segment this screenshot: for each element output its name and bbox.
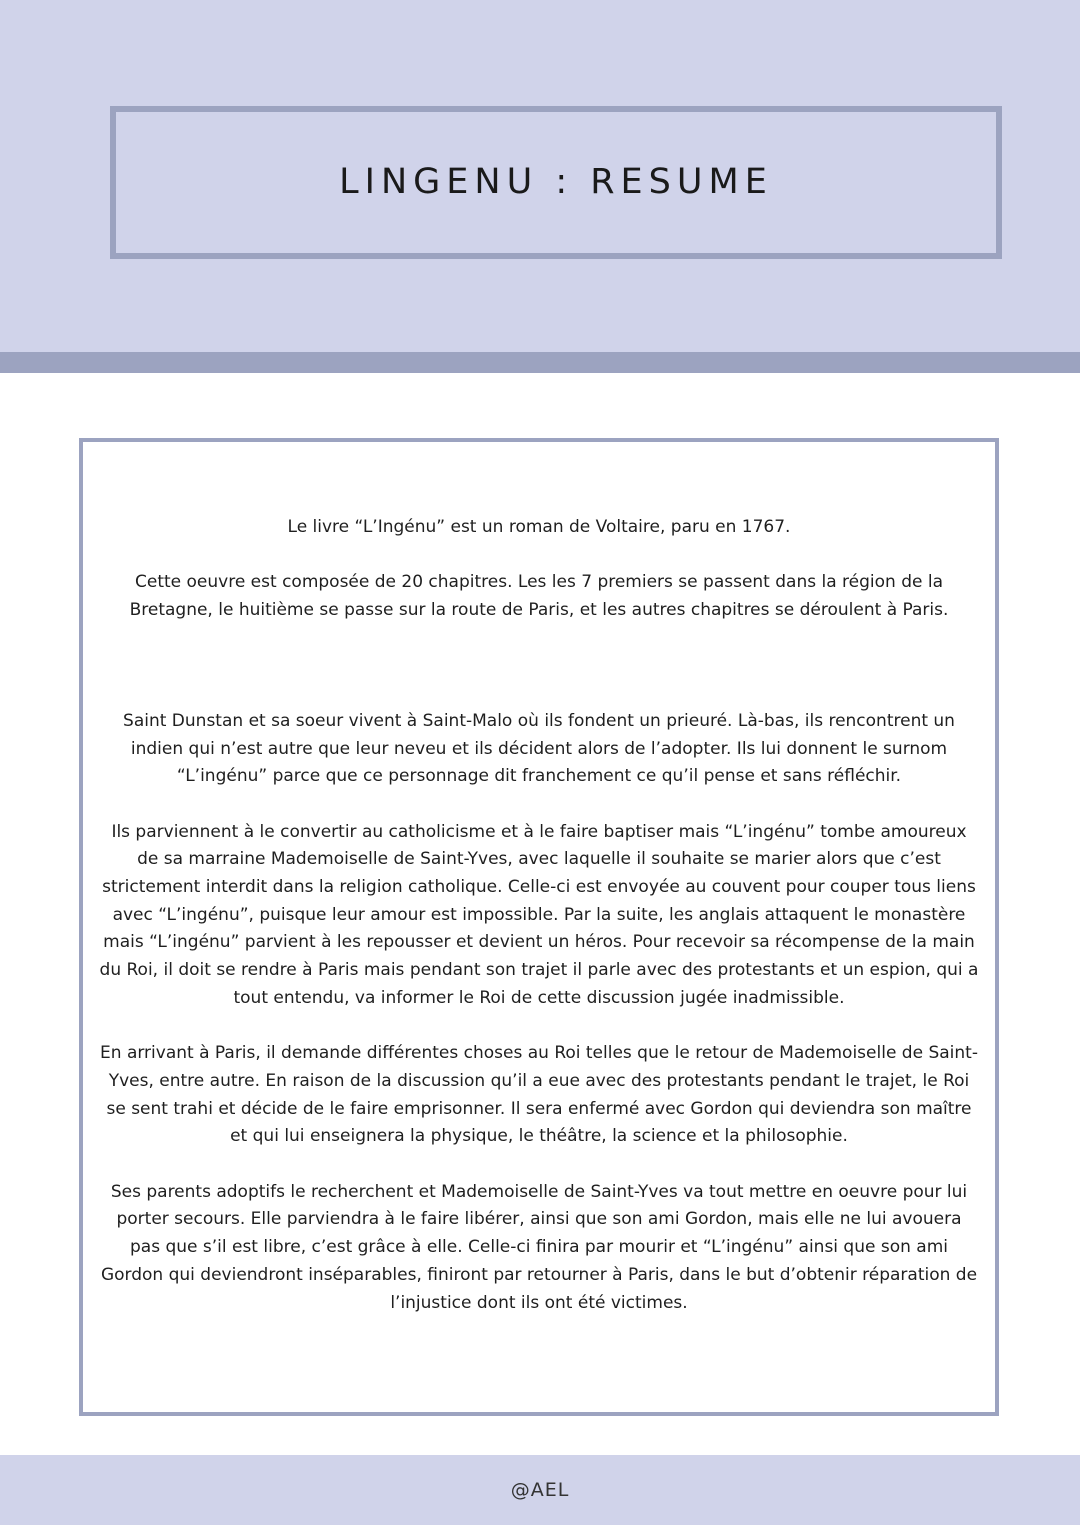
paragraph-plot-4: Ses parents adoptifs le recherchent et Mademoiselle de Saint-Yves va tout mettre en oeuvre pour lui porter secours. Elle parviendra à le faire libérer, ainsi que son ami Gordon, mais elle ne lui avouera pas que s’il est libre, c’est grâce à elle. Celle-ci finira par mourir et “L’ingénu” ainsi que son ami Gordon qui deviendront inséparables, finiront par retourner à Paris, dans le but d’obtenir réparation de l’injustice dont ils ont été victimes.	[100, 1181, 978, 1313]
paragraph-plot-3: En arrivant à Paris, il demande différentes choses au Roi telles que le retour de Mademoiselle de Saint-Yves, entre autre. En raison de la discussion qu’il a eue avec des protestants pendant le trajet, le Roi se sent trahi et décide de le faire emprisonner. Il sera enfermé avec Gordon qui deviendra son maître et qui lui enseignera la physique, le théâtre, la science et la philosophie.	[100, 1043, 978, 1147]
paragraph-plot-1: Saint Dunstan et sa soeur vivent à Saint-Malo où ils fondent un prieuré. Là-bas, ils rencontrent un indien qui n’est autre que leur neveu et ils décident alors de l’adopter. Ils lui donnent le surnom “L’ingénu” parce que ce personnage dit franchement ce qu’il pense et sans réfléchir.	[123, 710, 955, 787]
page-title: LINGENU : RESUME	[339, 161, 773, 202]
paragraph-intro: Le livre “L’Ingénu” est un roman de Voltaire, paru en 1767.	[287, 517, 791, 537]
paragraph-plot-2: Ils parviennent à le convertir au catholicisme et à le faire baptiser mais “L’ingénu” tombe amoureux de sa marraine Mademoiselle de Saint-Yves, avec laquelle il souhaite se marier alors que c’est strictement interdit dans la religion catholique. Celle-ci est envoyée au couvent pour couper tous liens avec “L’ingénu”, puisque leur amour est impossible. Par la suite, les anglais attaquent le monastère mais “L’ingénu” parvient à les repousser et devient un héros. Pour recevoir sa récompense de la main du Roi, il doit se rendre à Paris mais pendant son trajet il parle avec des protestants et un espion, qui a tout entendu, va informer le Roi de cette discussion jugée inadmissible.	[99, 821, 979, 1008]
header-stripe	[0, 352, 1080, 373]
paragraph-structure: Cette oeuvre est composée de 20 chapitres. Les les 7 premiers se passent dans la région de la Bretagne, le huitième se passe sur la route de Paris, et les autres chapitres se déroulent à Paris.	[129, 572, 949, 621]
title-box	[110, 106, 1002, 259]
footer-band	[0, 1455, 1080, 1525]
footer-signature: @AEL	[510, 1479, 570, 1501]
summary-box	[79, 438, 999, 1416]
